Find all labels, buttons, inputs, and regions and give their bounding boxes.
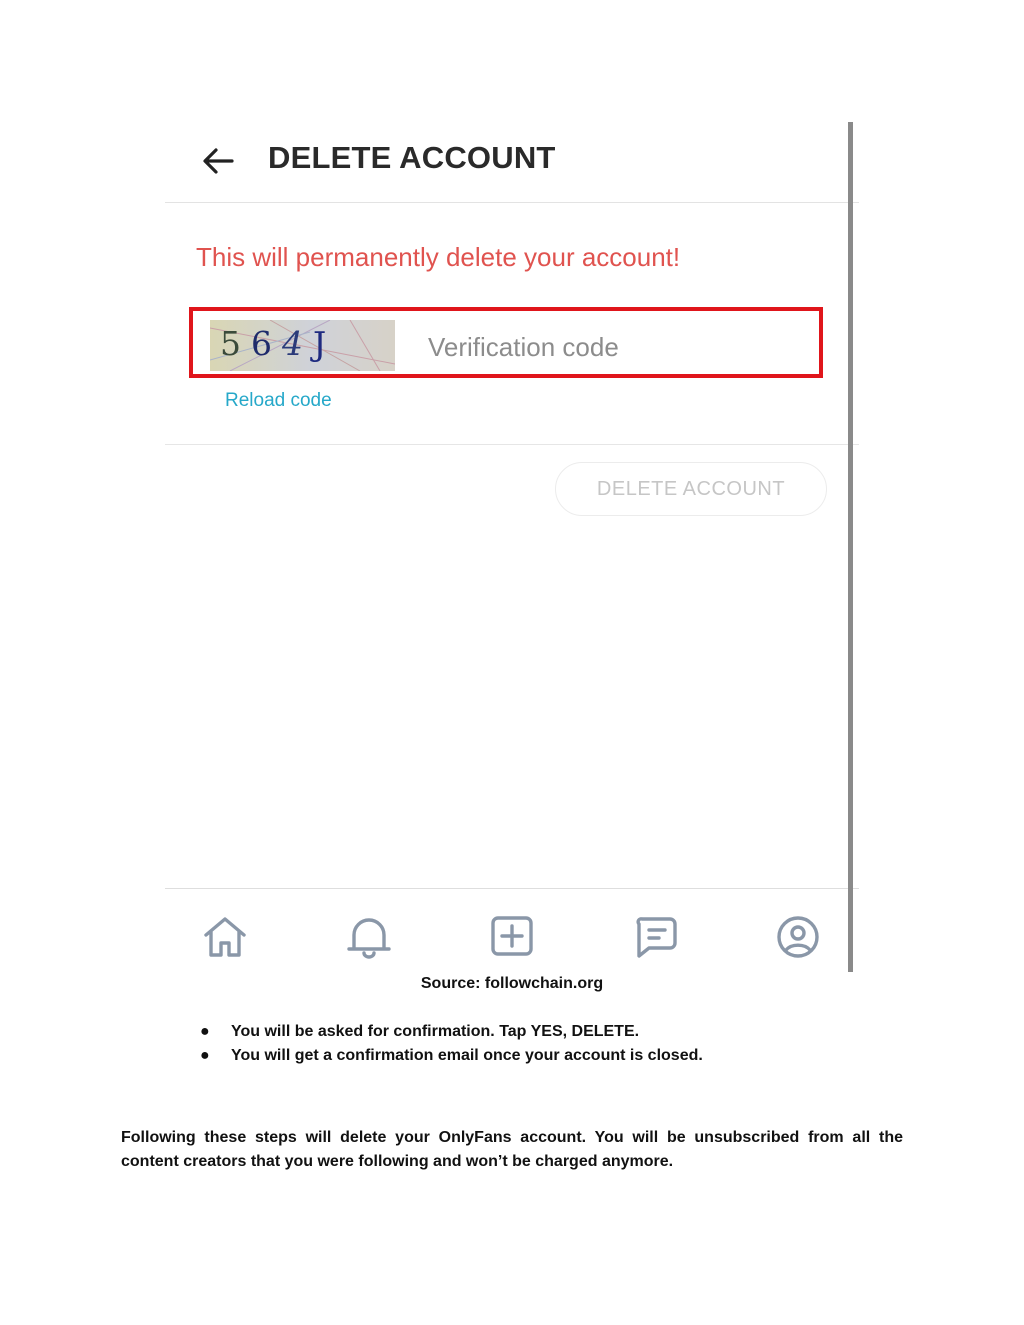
image-caption: Source: followchain.org <box>420 975 604 992</box>
captcha-char: 5 <box>220 324 251 363</box>
bullet-glyph: ● <box>200 1023 210 1040</box>
tab-notifications[interactable] <box>343 913 395 961</box>
captcha-char: J <box>313 324 337 363</box>
bullet-list <box>200 1021 703 1069</box>
captcha-char: 6 <box>251 324 282 363</box>
captcha-char: 4 <box>282 324 313 363</box>
summary-paragraph: Following these steps will delete your OnlyFans account. You will be unsubscribed from all the content creators that you were following and won’t be charged anymore. <box>121 1129 903 1170</box>
verification-code-input[interactable] <box>428 327 798 367</box>
warning-text: This will permanently delete your account! <box>196 242 681 272</box>
list-item <box>200 1045 703 1069</box>
captcha-characters <box>220 324 336 363</box>
bottom-tab-bar <box>165 888 859 973</box>
header-bar <box>165 120 859 203</box>
list-item <box>200 1021 703 1045</box>
page-title: DELETE ACCOUNT <box>268 140 556 175</box>
tab-messages[interactable] <box>630 913 682 961</box>
bullet-glyph: ● <box>200 1047 210 1064</box>
tab-add-post[interactable] <box>486 913 538 961</box>
messages-icon <box>631 915 681 959</box>
back-button[interactable] <box>201 144 235 178</box>
tab-profile[interactable] <box>772 913 824 961</box>
captcha-image <box>210 320 395 371</box>
delete-account-button[interactable]: DELETE ACCOUNT <box>555 462 827 516</box>
reload-code-link[interactable]: Reload code <box>225 390 332 411</box>
tab-home[interactable] <box>199 913 251 961</box>
list-item-text: You will get a confirmation email once your account is closed. <box>231 1047 703 1064</box>
home-icon <box>200 915 250 959</box>
scrollbar <box>848 122 853 972</box>
app-screenshot <box>165 120 859 972</box>
arrow-left-icon <box>201 146 235 176</box>
divider <box>165 444 859 445</box>
bell-icon <box>344 915 394 959</box>
add-post-icon <box>487 915 537 959</box>
profile-icon <box>773 915 823 959</box>
list-item-text: You will be asked for confirmation. Tap YES, DELETE. <box>231 1023 640 1040</box>
